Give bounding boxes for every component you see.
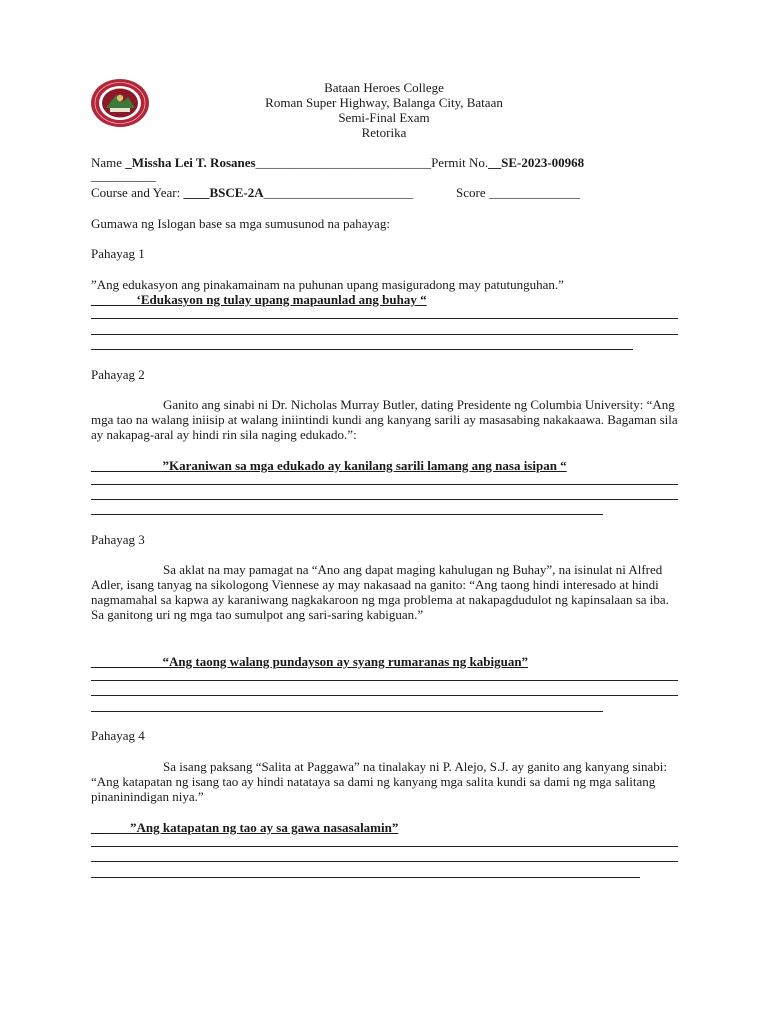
item-3-text: Sa aklat na may pamagat na “Ano ang dapat maging kahulugan ng Buhay”, na isinulat ni Alfred Adler, isang tanyag na sikologong Viennese ay may nakasaad na ganito: “Ang taong hindi interesado at hindi nagmamahal sa kapwa ay karaniwang nagkakaroon ng mga problema at nakapagdudulot ng kapinsalaan sa iba. Sa ganitong uri ng mga tao sumulpot ang sari-saring kabiguan.” xyxy=(91,562,669,622)
exam-header xyxy=(180,80,588,140)
item-3-line-2[interactable] xyxy=(91,695,678,696)
course-row xyxy=(91,185,413,200)
score-fill[interactable]: ______________ xyxy=(488,185,580,200)
item-3-line-3[interactable] xyxy=(91,711,603,712)
name-label: Name xyxy=(91,155,126,170)
item-3-heading: Pahayag 3 xyxy=(91,532,145,547)
item-2-line-2[interactable] xyxy=(91,499,678,500)
name-trailing-line: __________ xyxy=(91,168,156,183)
college-seal-logo xyxy=(90,78,150,128)
college-name: Bataan Heroes College xyxy=(324,80,444,95)
item-2-text: Ganito ang sinabi ni Dr. Nicholas Murray Butler, dating Presidente ng Columbia University: “Ang mga tao na walang iniisip at walang iniintindi kundi ang kanyang sarili ay masasabing nakakaawa. Bagaman sila ay nakapag-aral ay hindi rin sila naging edukado.”: xyxy=(91,397,678,442)
item-1-line-1[interactable] xyxy=(91,318,678,319)
item-4-answer[interactable]: ______”Ang katapatan ng tao ay sa gawa nasasalamin” xyxy=(91,820,399,835)
item-4-line-2[interactable] xyxy=(91,861,678,862)
item-1-heading: Pahayag 1 xyxy=(91,246,145,261)
score-row xyxy=(456,185,580,200)
item-3-line-1[interactable] xyxy=(91,680,678,681)
course-fill: _______________________ xyxy=(263,185,414,200)
name-row xyxy=(91,155,584,170)
item-4-heading: Pahayag 4 xyxy=(91,728,145,743)
item-3-answer[interactable]: ___________“Ang taong walang pundayson ay syang rumaranas ng kabiguan” xyxy=(91,654,529,669)
item-4-line-3[interactable] xyxy=(91,877,640,878)
item-4-line-1[interactable] xyxy=(91,846,678,847)
instruction-text: Gumawa ng Islogan base sa mga sumusunod na pahayag: xyxy=(91,216,390,231)
item-2-heading: Pahayag 2 xyxy=(91,367,145,382)
item-1-line-3[interactable] xyxy=(91,349,633,350)
item-2-answer[interactable]: ___________”Karaniwan sa mga edukado ay kanilang sarili lamang ang nasa isipan “ xyxy=(91,458,567,473)
item-2-line-3[interactable] xyxy=(91,514,603,515)
permit-value[interactable]: __SE-2023-00968 xyxy=(488,155,585,170)
item-1-text: ”Ang edukasyon ang pinakamainam na puhunan upang masiguradong may patutunguhan.” xyxy=(91,277,564,292)
course-label: Course and Year: xyxy=(91,185,184,200)
permit-label: Permit No. xyxy=(431,155,489,170)
name-fill: ___________________________ xyxy=(255,155,432,170)
course-value[interactable]: ____BSCE-2A xyxy=(183,185,264,200)
item-2-line-1[interactable] xyxy=(91,484,678,485)
college-address: Roman Super Highway, Balanga City, Bataan xyxy=(265,95,503,110)
item-4-text: Sa isang paksang “Salita at Paggawa” na tinalakay ni P. Alejo, S.J. ay ganito ang kanyang sinabi: “Ang katapatan ng isang tao ay hindi natataya sa dami ng kanyang mga salita kundi sa dami ng mga salitang pinaninindigan niya.” xyxy=(91,759,668,804)
item-1-answer[interactable]: _______‘Edukasyon ng tulay upang mapaunlad ang buhay “ xyxy=(91,292,427,307)
score-label: Score xyxy=(456,185,489,200)
item-1-line-2[interactable] xyxy=(91,334,678,335)
exam-title: Semi-Final Exam xyxy=(338,110,430,125)
subject-title: Retorika xyxy=(361,125,407,140)
name-value[interactable]: _Missha Lei T. Rosanes xyxy=(125,155,256,170)
